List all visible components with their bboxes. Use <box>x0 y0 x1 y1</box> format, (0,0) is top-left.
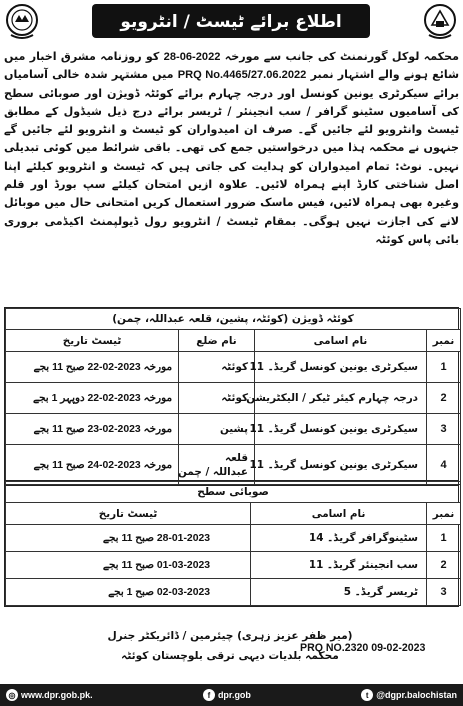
footer-twitter-text: @dgpr.balochistan <box>376 690 457 700</box>
header-num: نمبر <box>427 330 461 352</box>
table-row <box>6 352 461 383</box>
row-district <box>179 352 255 383</box>
row-time: صبح 11 بجے <box>102 560 154 571</box>
row-date-value: 01-03-2023 <box>156 560 211 571</box>
row-num: 1 <box>427 525 461 552</box>
table-row <box>6 552 461 579</box>
table-row <box>6 525 461 552</box>
row-date <box>6 525 251 552</box>
row-district <box>179 445 255 485</box>
globe-icon: ◎ <box>6 689 18 701</box>
row-district-line-2: عبداللہ / چمن <box>178 465 249 478</box>
row-post: سیکرٹری یونین کونسل گریڈ۔ 11 <box>255 352 427 383</box>
row-date-value: 02-03-2023 <box>156 587 211 598</box>
row-district <box>179 414 255 445</box>
notice-text <box>4 48 459 249</box>
row-time: صبح 11 بجے <box>33 459 85 471</box>
row-date-prefix: مورخہ <box>143 424 173 435</box>
row-date <box>6 445 179 485</box>
row-time: دوپہر 1 بجے <box>33 393 85 404</box>
header-date: ٹیسٹ تاریخ <box>6 330 179 352</box>
provincial-section-title: صوبائی سطح <box>6 482 461 503</box>
header-post: نام اسامی <box>255 330 427 352</box>
row-post: ٹریسر گریڈ۔ 5 <box>251 579 427 606</box>
table-row <box>6 579 461 606</box>
row-district-line: کوئٹہ <box>221 392 249 404</box>
row-district <box>179 383 255 414</box>
row-num: 2 <box>427 383 461 414</box>
row-date-value: 22-02-2023 <box>87 362 141 373</box>
row-date <box>6 579 251 606</box>
row-num: 4 <box>427 445 461 485</box>
footer-facebook[interactable] <box>203 689 251 701</box>
twitter-icon: t <box>361 689 373 701</box>
row-date <box>6 383 179 414</box>
notice-part-2: کو روزنامہ مشرق اخبار میں شائع ہونے والے اشتہار نمبر <box>4 50 459 82</box>
row-post: سٹینوگرافر گریڈ۔ 14 <box>251 525 427 552</box>
header-post: نام اسامی <box>251 503 427 525</box>
division-section-title: کوئٹہ ڈویژن (کوئٹہ، پشین، قلعہ عبداللہ، چمن) <box>6 309 461 330</box>
row-date <box>6 352 179 383</box>
provincial-table <box>4 480 459 607</box>
row-date-prefix: مورخہ <box>143 393 173 404</box>
row-time: صبح 11 بجے <box>102 533 154 544</box>
row-date-value: 22-02-2023 <box>87 393 141 404</box>
row-num: 2 <box>427 552 461 579</box>
row-post: درجہ چہارم کیئر ٹیکر / الیکٹریشن <box>255 383 427 414</box>
table-row <box>6 383 461 414</box>
footer-facebook-text: dpr.gob <box>217 690 251 700</box>
title-banner <box>92 4 370 38</box>
row-post: سیکرٹری یونین کونسل گریڈ۔ 11 <box>255 414 427 445</box>
row-date-prefix: مورخہ <box>143 459 173 471</box>
notice-prq-number: PRQ No.4465/27.06.2022 <box>177 69 307 82</box>
row-time: صبح 11 بجے <box>33 362 85 373</box>
notice-part-1: محکمہ لوکل گورنمنٹ کی جانب سے مورخہ <box>224 50 459 63</box>
header-num: نمبر <box>427 503 461 525</box>
row-date <box>6 552 251 579</box>
signatory-department: محکمہ بلدیات دیہی ترقی بلوچستان کوئٹہ <box>121 650 339 662</box>
table-row <box>6 414 461 445</box>
header-district: نام ضلع <box>179 330 255 352</box>
footer-website[interactable] <box>6 689 93 701</box>
row-post: سب انجینئر گریڈ۔ 11 <box>251 552 427 579</box>
page-title: اطلاع برائے ٹیسٹ / انٹرویو <box>120 11 342 32</box>
header <box>0 0 463 50</box>
notice-part-3: میں مشتہر شدہ خالی آسامیاں برائے سیکرٹری یونین کونسل اور درجہ چہارم برائے کوئٹہ ڈویژن اور صوبائی سطح کی آسامیوں سٹینو گرافر / سب انجینئر / ٹریسر برائے درج ذیل شیڈول کے مطابق ٹیسٹ وانٹرویو لئے جائیں گے۔ صرف ان امیدواران کو ٹیسٹ و انٹرویو لئے جائیں گے جنہوں نے محکمہ ہذا میں درخواستیں جمع کی تھی۔ باقی شرائط میں کوئی تبدیلی نہیں۔ نوٹ: تمام امیدواران کو ہدایت کی جاتی ہیں کہ ٹیسٹ و انٹرویو کیلئے اپنا اصل شناختی کارڈ اپنے ہمراہ لائیں۔ علاوہ ازیں امتحان کیلئے سپ بورڈ اور قلم وغیرہ بھی ہمراہ لائیں، فیس ماسک ضرور استعمال کریں امتحانی حال میں موبائل لانے کی اجازت نہیں ہوگی۔ بمقام ٹیسٹ / انٹرویو رول ڈیولپمنٹ اکیڈمی بروری بائی پاس کوئٹہ <box>4 68 459 246</box>
row-date-value: 24-02-2023 <box>87 459 141 471</box>
row-time: صبح 1 بجے <box>108 587 154 598</box>
signatory-name: (میر ظفر عزیز زہری) چیئرمین / ڈائریکٹر جنرل <box>107 630 353 642</box>
footer-twitter[interactable] <box>361 689 457 701</box>
row-num: 3 <box>427 414 461 445</box>
notice-date: 28-06-2022 <box>163 51 221 63</box>
local-government-emblem-icon <box>423 3 457 41</box>
row-num: 1 <box>427 352 461 383</box>
row-post: سیکرٹری یونین کونسل گریڈ۔ 11 <box>255 445 427 485</box>
header-date: ٹیسٹ تاریخ <box>6 503 251 525</box>
row-district-line: پشین <box>219 423 249 435</box>
footer-bar <box>0 684 463 706</box>
row-date-value: 23-02-2023 <box>87 424 141 435</box>
footer-website-text: www.dpr.gob.pk. <box>21 690 93 700</box>
prq-number: PRQ NO.2320 09-02-2023 <box>300 642 426 654</box>
row-date-value: 28-01-2023 <box>156 533 211 544</box>
row-num: 3 <box>427 579 461 606</box>
row-district-line: کوئٹہ <box>221 361 249 373</box>
table-row <box>6 445 461 485</box>
row-date-prefix: مورخہ <box>143 362 173 373</box>
row-time: صبح 11 بجے <box>33 424 85 435</box>
division-table <box>4 307 459 486</box>
row-date <box>6 414 179 445</box>
row-district-line: قلعہ <box>225 451 249 464</box>
balochistan-emblem-icon <box>5 3 39 41</box>
facebook-icon: f <box>203 689 215 701</box>
